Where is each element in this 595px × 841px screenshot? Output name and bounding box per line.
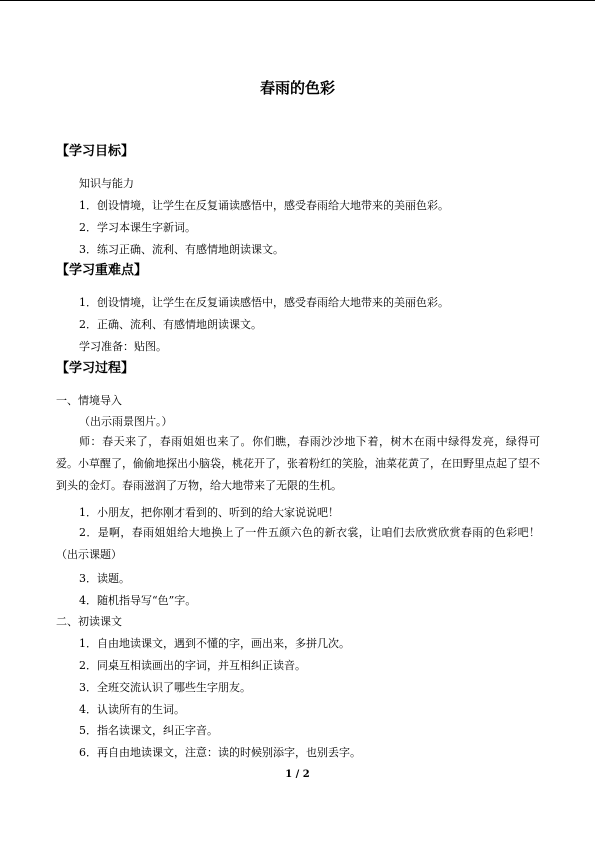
page-number: 1 / 2 [285, 769, 310, 780]
part1-item: 2．是啊，春雨姐姐给大地换上了一件五颜六色的新衣裳，让咱们去欣赏欣赏春雨的色彩吧！（出示课题） [56, 526, 540, 561]
key-points-item: 1．创设情境，让学生在反复诵读感悟中，感受春雨给大地带来的美丽色彩。 [79, 296, 449, 309]
preparation-text: 学习准备：贴图。 [79, 340, 167, 353]
key-points-item: 2．正确、流利、有感情地朗读课文。 [79, 318, 262, 331]
goals-item: 3．练习正确、流利、有感情地朗读课文。 [79, 243, 284, 256]
goals-item: 1．创设情境，让学生在反复诵读感悟中，感受春雨给大地带来的美丽色彩。 [79, 199, 449, 212]
goals-subheading: 知识与能力 [79, 177, 134, 190]
part1-note: （出示雨景图片。） [79, 415, 173, 428]
part2-item: 1．自由地读课文，遇到不懂的字，画出来，多拼几次。 [79, 637, 350, 650]
process-heading: 【学习过程】 [56, 361, 135, 376]
goals-item: 2．学习本课生字新词。 [79, 221, 196, 234]
part1-item: 1．小朋友，把你刚才看到的、听到的给大家说说吧！ [79, 506, 339, 519]
page-top-border [0, 0, 595, 1]
part2-item: 6．再自由地读课文，注意：读的时候别添字，也别丢字。 [79, 746, 361, 759]
key-points-heading: 【学习重难点】 [56, 263, 148, 278]
part1-item: 4．随机指导写“色”字。 [79, 594, 197, 607]
part2-item: 5．指名读课文，纠正字音。 [79, 724, 218, 737]
part1-title: 一、情境导入 [56, 394, 122, 407]
part1-item: 3．读题。 [79, 572, 130, 585]
part2-item: 4．认读所有的生词。 [79, 703, 185, 716]
part2-title: 二、初读课文 [56, 615, 122, 628]
document-title: 春雨的色彩 [259, 79, 335, 97]
goals-heading: 【学习目标】 [56, 144, 135, 159]
teacher-paragraph: 师：春天来了，春雨姐姐也来了。你们瞧，春雨沙沙地下着，树木在雨中绿得发亮，绿得可爱。小草醒了，偷偷地探出小脑袋，桃花开了，张着粉红的笑脸，油菜花黄了，在田野里点起了望不到头的金灯。春雨滋润了万物，给大地带来了无限的生机。 [56, 435, 540, 492]
part2-item: 2．同桌互相读画出的字词，并互相纠正读音。 [79, 659, 306, 672]
part2-item: 3．全班交流认识了哪些生字朋友。 [79, 681, 251, 694]
